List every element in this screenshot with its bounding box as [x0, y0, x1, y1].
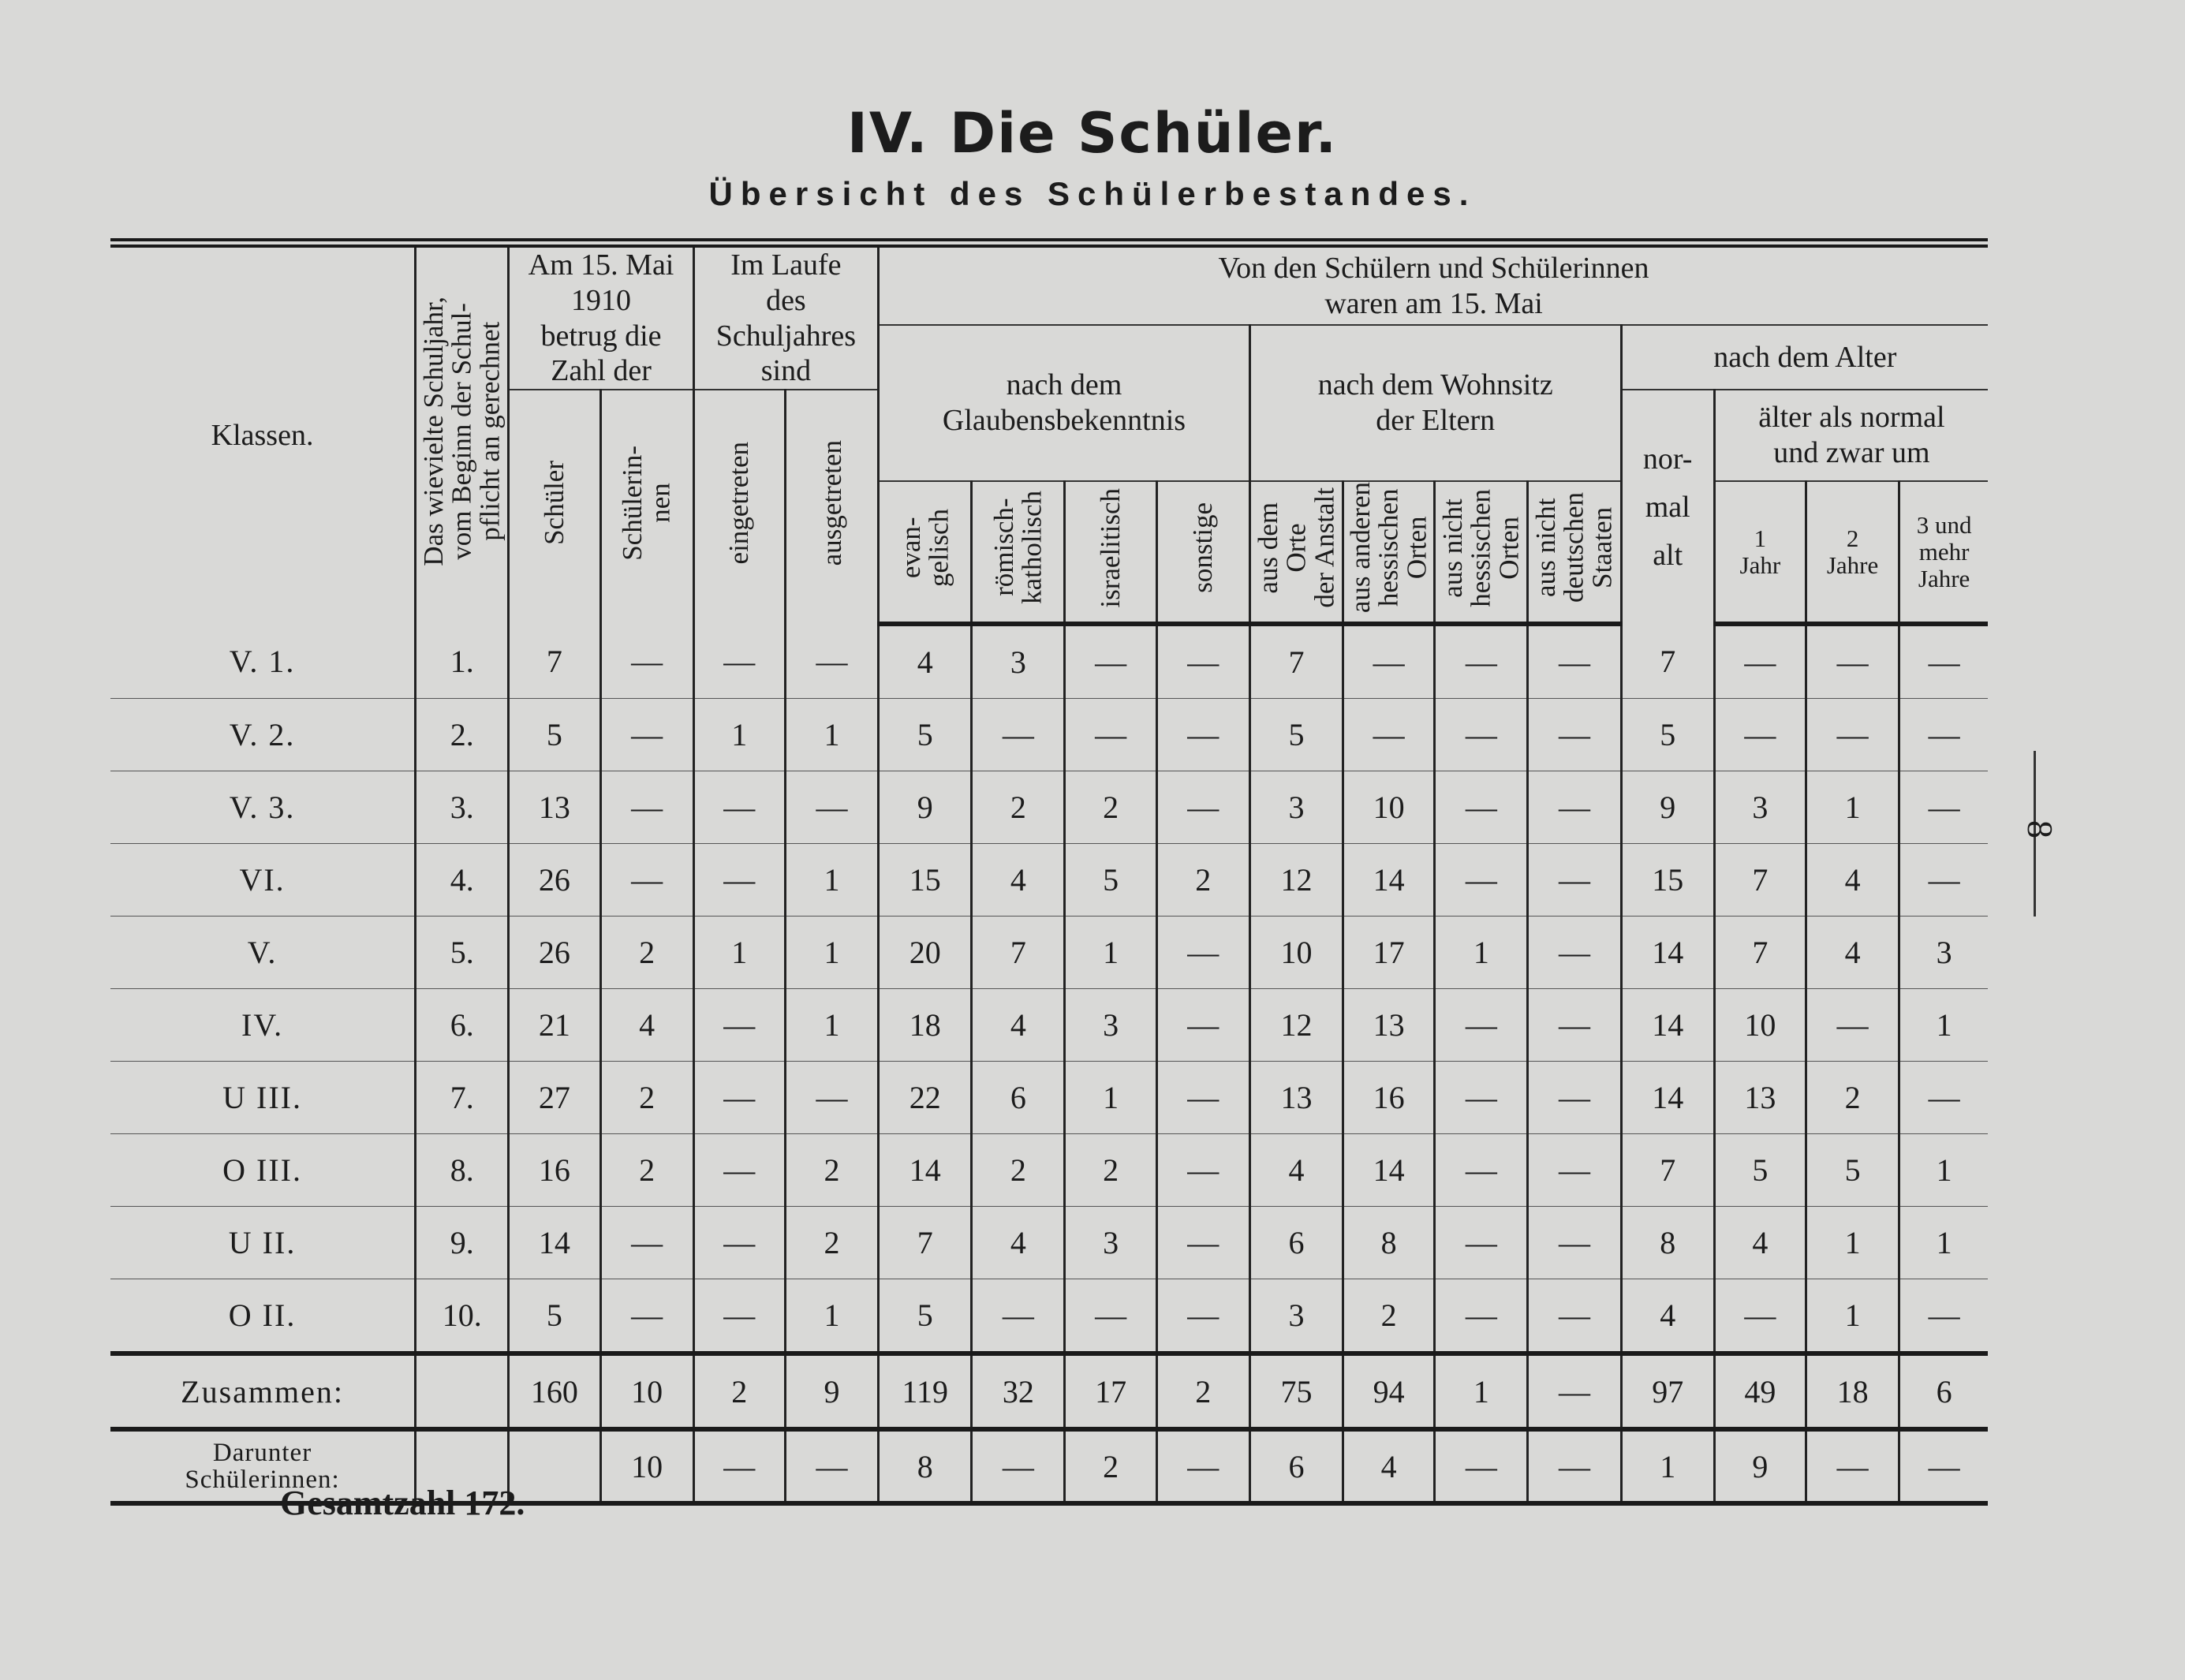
header-aus-orte: aus dem Orte der Anstalt [1249, 481, 1343, 624]
table-cell: — [1343, 699, 1435, 771]
table-cell: — [1156, 1134, 1249, 1207]
table-cell: 2 [693, 1353, 785, 1429]
table-row [110, 699, 1988, 771]
table-cell: — [1528, 699, 1621, 771]
table-cell: 9. [416, 1207, 509, 1279]
table-cell: — [693, 844, 785, 917]
student-table [110, 238, 1988, 1506]
table-cell: 20 [879, 917, 972, 989]
table-cell: — [1899, 771, 1988, 844]
table-cell: 2 [1156, 844, 1249, 917]
table-cell: 94 [1343, 1353, 1435, 1429]
table-cell: 2 [1343, 1279, 1435, 1354]
table-cell: 4 [972, 1207, 1065, 1279]
table-cell: 16 [509, 1134, 600, 1207]
table-cell: 2 [600, 1134, 693, 1207]
table-cell: 4 [972, 844, 1065, 917]
table-cell: — [600, 771, 693, 844]
table-cell: 2 [972, 1134, 1065, 1207]
table-cell: 3 [1249, 1279, 1343, 1354]
header-sonstige: sonstige [1156, 481, 1249, 624]
table-cell: 5 [879, 699, 972, 771]
header-eingetreten: eingetreten [693, 390, 785, 624]
table-cell: 1 [1899, 1134, 1988, 1207]
table-cell: 5 [1621, 699, 1714, 771]
table-cell: — [1435, 1062, 1528, 1134]
table-cell: 2 [1065, 1429, 1156, 1503]
table-cell: 18 [879, 989, 972, 1062]
table-cell: — [1435, 1207, 1528, 1279]
page-subtitle: Übersicht des Schülerbestandes. [708, 175, 1477, 212]
table-cell: 6 [1249, 1429, 1343, 1503]
table-cell: — [1528, 1429, 1621, 1503]
table-cell: 5 [879, 1279, 972, 1354]
table-cell: — [785, 1062, 878, 1134]
table-cell: 4 [600, 989, 693, 1062]
table-cell: 3 [1714, 771, 1806, 844]
table-cell: 2 [972, 771, 1065, 844]
table-cell: 119 [879, 1353, 972, 1429]
table-cell: — [1528, 917, 1621, 989]
table-cell: 3 [1065, 1207, 1156, 1279]
table-cell: — [1528, 1207, 1621, 1279]
table-cell: 1 [1621, 1429, 1714, 1503]
table-cell: — [1065, 624, 1156, 699]
table-cell: — [1065, 699, 1156, 771]
table-row [110, 1134, 1988, 1207]
table-cell: 13 [509, 771, 600, 844]
table-cell: 2 [1156, 1353, 1249, 1429]
table-cell: 7 [1621, 624, 1714, 699]
table-cell: 75 [1249, 1353, 1343, 1429]
table-cell: — [1528, 624, 1621, 699]
class-label: V. [110, 917, 416, 989]
table-cell: 26 [509, 844, 600, 917]
table-cell: 10 [600, 1429, 693, 1503]
table-cell: 4 [972, 989, 1065, 1062]
table-cell: — [1435, 989, 1528, 1062]
table-cell: 13 [1249, 1062, 1343, 1134]
table-cell: 10. [416, 1279, 509, 1354]
table-cell: — [785, 1429, 878, 1503]
table-cell: — [1528, 1134, 1621, 1207]
table-cell: 17 [1065, 1353, 1156, 1429]
table-cell: 4. [416, 844, 509, 917]
header-alter: nach dem Alter [1621, 325, 1988, 390]
table-cell: 160 [509, 1353, 600, 1429]
table-cell: — [1065, 1279, 1156, 1354]
class-label: IV. [110, 989, 416, 1062]
table-cell: 3. [416, 771, 509, 844]
table-cell: — [1899, 1429, 1988, 1503]
table-cell: 5 [1806, 1134, 1899, 1207]
table-cell: 27 [509, 1062, 600, 1134]
header-normal: nor- mal alt [1621, 390, 1714, 624]
table-cell: 1. [416, 624, 509, 699]
table-cell: 1 [1065, 917, 1156, 989]
table-cell: 4 [1343, 1429, 1435, 1503]
table-cell: — [1435, 1279, 1528, 1354]
table-cell: — [1899, 624, 1988, 699]
table-cell: 1 [785, 1279, 878, 1354]
table-cell: 26 [509, 917, 600, 989]
table-cell: 1 [1899, 989, 1988, 1062]
table-cell: 2 [1065, 771, 1156, 844]
header-aelter: älter als normal und zwar um [1714, 390, 1988, 481]
table-cell: 4 [1714, 1207, 1806, 1279]
table-cell: — [693, 1062, 785, 1134]
table-cell: 6 [1899, 1353, 1988, 1429]
table-cell: 21 [509, 989, 600, 1062]
table-cell: 10 [1249, 917, 1343, 989]
table-row [110, 1279, 1988, 1354]
header-glauben: nach dem Glaubensbekenntnis [879, 325, 1250, 481]
table-row [110, 1062, 1988, 1134]
table-cell: 2. [416, 699, 509, 771]
table-cell: 2 [600, 917, 693, 989]
table-cell: 7 [509, 624, 600, 699]
table-cell: 2 [785, 1207, 878, 1279]
table-cell: 17 [1343, 917, 1435, 989]
table-cell: 2 [1065, 1134, 1156, 1207]
table-cell: — [1806, 699, 1899, 771]
header-klassen: Klassen. [211, 419, 314, 453]
table-cell: 1 [1806, 771, 1899, 844]
table-cell: — [1435, 1429, 1528, 1503]
class-label: VI. [110, 844, 416, 917]
table-cell: 14 [1343, 844, 1435, 917]
header-schuljahr: Das wievielte Schuljahr, vom Beginn der Schul- pflicht an gerechnet [416, 243, 509, 624]
table-row [110, 624, 1988, 699]
table-cell: 10 [1714, 989, 1806, 1062]
table-cell: 13 [1343, 989, 1435, 1062]
table-row [110, 771, 1988, 844]
class-label: U III. [110, 1062, 416, 1134]
table-cell: — [1899, 699, 1988, 771]
table-cell: — [693, 1429, 785, 1503]
class-label: V. 2. [110, 699, 416, 771]
table-cell: — [972, 1429, 1065, 1503]
header-im-laufe: Im Laufe des Schuljahres sind [693, 243, 878, 390]
table-cell: 3 [1899, 917, 1988, 989]
sum-row [110, 1353, 1988, 1429]
table-cell: — [1156, 1279, 1249, 1354]
table-cell: — [693, 989, 785, 1062]
table-cell: 5 [1065, 844, 1156, 917]
table-cell: — [693, 1207, 785, 1279]
table-cell: 14 [1621, 1062, 1714, 1134]
page-number: 8 [2020, 820, 2060, 838]
table-cell: 14 [1621, 989, 1714, 1062]
table-cell: 2 [1806, 1062, 1899, 1134]
table-cell: — [1343, 624, 1435, 699]
header-3-jahre: 3 und mehr Jahre [1899, 481, 1988, 624]
table-cell: 8 [879, 1429, 972, 1503]
table-cell: — [1156, 624, 1249, 699]
table-cell: 10 [600, 1353, 693, 1429]
table-cell: — [1806, 624, 1899, 699]
table-body [110, 624, 1988, 1503]
table-cell: 10 [1343, 771, 1435, 844]
table-cell: — [600, 699, 693, 771]
header-von-den: Von den Schülern und Schülerinnen waren am 15. Mai [879, 243, 1988, 325]
table-cell: — [1899, 844, 1988, 917]
table-cell: — [785, 624, 878, 699]
table-cell: 32 [972, 1353, 1065, 1429]
table-cell: — [1714, 699, 1806, 771]
table-cell: 2 [600, 1062, 693, 1134]
table-cell: — [1528, 844, 1621, 917]
table-cell: — [1156, 917, 1249, 989]
table-cell: 1 [693, 917, 785, 989]
class-label: V. 1. [110, 624, 416, 699]
table-cell: 2 [785, 1134, 878, 1207]
table-row [110, 1207, 1988, 1279]
table-cell: — [1156, 699, 1249, 771]
table-cell: 7 [879, 1207, 972, 1279]
table-cell: 6 [972, 1062, 1065, 1134]
table-cell: — [693, 1134, 785, 1207]
table-cell: — [1714, 1279, 1806, 1354]
table-cell: 9 [1714, 1429, 1806, 1503]
header-aus-nicht-hessisch: aus nicht hessischen Orten [1435, 481, 1528, 624]
table-cell: — [600, 844, 693, 917]
table-row [110, 917, 1988, 989]
table-cell: 9 [879, 771, 972, 844]
table-cell: 7 [1621, 1134, 1714, 1207]
table-cell: 97 [1621, 1353, 1714, 1429]
table-cell: 9 [1621, 771, 1714, 844]
table-cell: 6. [416, 989, 509, 1062]
header-schuelerinnen: Schülerin- nen [600, 390, 693, 624]
table-cell: — [1528, 1062, 1621, 1134]
table-cell: 1 [1806, 1207, 1899, 1279]
header-aus-nicht-deutsch: aus nicht deutschen Staaten [1528, 481, 1621, 624]
table-cell: 15 [1621, 844, 1714, 917]
class-label: Darunter Schülerinnen: [110, 1429, 416, 1503]
table-cell: 4 [1806, 844, 1899, 917]
table-cell: — [1528, 771, 1621, 844]
header-katholisch: römisch- katholisch [972, 481, 1065, 624]
table-cell: 6 [1249, 1207, 1343, 1279]
table-cell [416, 1353, 509, 1429]
header-am-mai: Am 15. Mai 1910 betrug die Zahl der [509, 243, 693, 390]
table-cell: 5 [509, 1279, 600, 1354]
table-cell: — [972, 699, 1065, 771]
table-cell: 14 [879, 1134, 972, 1207]
header-2-jahre: 2 Jahre [1806, 481, 1899, 624]
table-cell: 1 [1435, 917, 1528, 989]
table-cell: 4 [1806, 917, 1899, 989]
table-cell: 8 [1621, 1207, 1714, 1279]
table-cell: 1 [1806, 1279, 1899, 1354]
total-count: Gesamtzahl 172. [280, 1484, 525, 1522]
table-cell: 7 [1714, 917, 1806, 989]
table-cell: — [1435, 771, 1528, 844]
table-cell: — [600, 1207, 693, 1279]
table-cell: — [1156, 989, 1249, 1062]
table-cell: 7. [416, 1062, 509, 1134]
table-cell: 13 [1714, 1062, 1806, 1134]
table-cell: 1 [1899, 1207, 1988, 1279]
table-cell: — [1528, 989, 1621, 1062]
table-cell: 1 [785, 844, 878, 917]
table-cell: 7 [972, 917, 1065, 989]
table-cell: 5 [1249, 699, 1343, 771]
class-label: U II. [110, 1207, 416, 1279]
table-cell: — [1899, 1279, 1988, 1354]
table-row [110, 844, 1988, 917]
table-cell: — [1899, 1062, 1988, 1134]
table-cell: 14 [509, 1207, 600, 1279]
table-cell: — [693, 1279, 785, 1354]
table-cell: 4 [1249, 1134, 1343, 1207]
table-cell: 3 [972, 624, 1065, 699]
header-israelitisch: israelitisch [1065, 481, 1156, 624]
table-row [110, 989, 1988, 1062]
table-cell: 14 [1621, 917, 1714, 989]
class-label: O III. [110, 1134, 416, 1207]
table-cell: 12 [1249, 989, 1343, 1062]
table-cell: 18 [1806, 1353, 1899, 1429]
header-evangelisch: evan- gelisch [879, 481, 972, 624]
table-cell: — [1156, 771, 1249, 844]
table-cell: 14 [1343, 1134, 1435, 1207]
table-cell: 4 [879, 624, 972, 699]
table-cell: — [785, 771, 878, 844]
table-cell: 8 [1343, 1207, 1435, 1279]
class-label: Zusammen: [110, 1353, 416, 1429]
table-cell: 16 [1343, 1062, 1435, 1134]
table-cell: 1 [785, 917, 878, 989]
table-cell: — [972, 1279, 1065, 1354]
table-cell: — [1806, 989, 1899, 1062]
table-cell: — [1528, 1353, 1621, 1429]
table-cell: 12 [1249, 844, 1343, 917]
table-cell: — [1156, 1429, 1249, 1503]
table-cell: — [1528, 1279, 1621, 1354]
header-schueler: Schüler [509, 390, 600, 624]
table-cell: — [600, 624, 693, 699]
table-cell: 22 [879, 1062, 972, 1134]
page-title: IV. Die Schüler. [846, 101, 1339, 166]
table-cell: 7 [1714, 844, 1806, 917]
table-cell: 49 [1714, 1353, 1806, 1429]
table-cell: — [1714, 624, 1806, 699]
table-cell: — [693, 771, 785, 844]
table-cell: 5 [1714, 1134, 1806, 1207]
table-cell: — [1435, 699, 1528, 771]
header-1-jahr: 1 Jahr [1714, 481, 1806, 624]
table-cell: 1 [785, 699, 878, 771]
table-cell: 9 [785, 1353, 878, 1429]
header-wohnsitz: nach dem Wohnsitz der Eltern [1249, 325, 1621, 481]
table-cell: 1 [1435, 1353, 1528, 1429]
table-cell: 8. [416, 1134, 509, 1207]
table-cell: — [693, 624, 785, 699]
table-cell: 15 [879, 844, 972, 917]
class-label: O II. [110, 1279, 416, 1354]
table-cell: — [1156, 1062, 1249, 1134]
table-cell: 3 [1249, 771, 1343, 844]
table-cell: 7 [1249, 624, 1343, 699]
table-cell: — [1435, 844, 1528, 917]
table-cell: — [600, 1279, 693, 1354]
table-cell: 1 [1065, 1062, 1156, 1134]
table-cell: — [1806, 1429, 1899, 1503]
table-cell: 5. [416, 917, 509, 989]
table-cell: 4 [1621, 1279, 1714, 1354]
header-aus-hessisch: aus anderen hessischen Orten [1343, 481, 1435, 624]
table-cell: — [1435, 624, 1528, 699]
table-cell: 1 [785, 989, 878, 1062]
table-cell: — [1156, 1207, 1249, 1279]
header-ausgetreten: ausgetreten [785, 390, 878, 624]
table-cell: 3 [1065, 989, 1156, 1062]
table-cell: 1 [693, 699, 785, 771]
table-cell: — [1435, 1134, 1528, 1207]
class-label: V. 3. [110, 771, 416, 844]
table-cell: 5 [509, 699, 600, 771]
